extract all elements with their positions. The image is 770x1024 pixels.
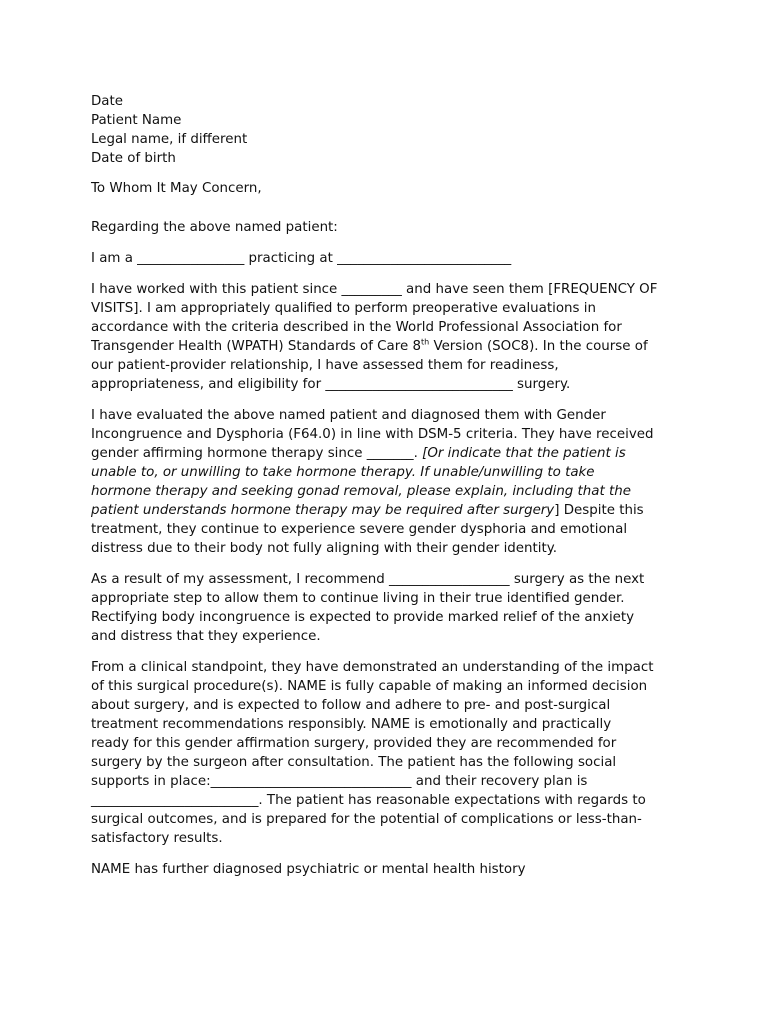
text-line: accordance with the criteria described in the World Professional Association for [91,320,622,335]
paragraph-recommendation [91,570,691,646]
text-line: ready for this gender affirmation surgery, provided they are recommended for [91,736,617,751]
text-line: _________________________. The patient has reasonable expectations with regards to [91,793,646,808]
text-line: appropriate step to allow them to continue living in their true identified gender. [91,591,625,606]
paragraph-diagnosis [91,406,691,558]
text-line: about surgery, and is expected to follow and adhere to pre- and post-surgical [91,698,611,713]
superscript-th: th [420,337,430,347]
text-line: our patient-provider relationship, I have assessed them for readiness, [91,358,559,373]
text-line: I have worked with this patient since _________ and have seen them [FREQUENCY OF [91,282,658,297]
text-line: As a result of my assessment, I recommend __________________ surgery as the next [91,572,645,587]
text-line: satisfactory results. [91,831,223,846]
letter-header [91,92,691,168]
text-line: hormone therapy and seeking gonad removal, please explain, including that the [91,484,631,499]
text-line: VISITS]. I am appropriately qualified to perform preoperative evaluations in [91,301,596,316]
text-line: of this surgical procedure(s). NAME is fully capable of making an informed decision [91,679,648,694]
italic-instruction: [Or indicate that the patient is [422,446,626,461]
text-line: and distress that they experience. [91,629,321,644]
text-line: gender affirming hormone therapy since _______. [Or indicate that the patient is [91,446,626,461]
paragraph-relationship [91,280,691,394]
text-line: unable to, or unwilling to take hormone therapy. If unable/unwilling to take [91,465,595,480]
date-of-birth-line: Date of birth [91,151,176,166]
text-line: surgery by the surgeon after consultation. The patient has the following social [91,755,617,770]
regarding-line: Regarding the above named patient: [91,220,338,235]
date-line: Date [91,94,124,109]
paragraph-clinical-standpoint [91,658,691,848]
text-line: From a clinical standpoint, they have demonstrated an understanding of the impact [91,660,654,675]
text-line: treatment recommendations responsibly. NAME is emotionally and practically [91,717,612,732]
text-line: patient understands hormone therapy may be required after surgery] Despite this [91,503,644,518]
text-line: Transgender Health (WPATH) Standards of Care 8th Version (SOC8). In the course of [91,337,648,354]
text-line: appropriateness, and eligibility for ____________________________ surgery. [91,377,571,392]
provider-line: I am a ________________ practicing at __________________________ [91,251,512,266]
legal-name-line: Legal name, if different [91,132,248,147]
text-line: surgical outcomes, and is prepared for the potential of complications or less-than- [91,812,642,827]
text-line: distress due to their body not fully aligning with their gender identity. [91,541,558,556]
text-line: Incongruence and Dysphoria (F64.0) in line with DSM-5 criteria. They have received [91,427,654,442]
text-line: treatment, they continue to experience severe gender dysphoria and emotional [91,522,628,537]
text-line: Rectifying body incongruence is expected to provide marked relief of the anxiety [91,610,635,625]
patient-name-line: Patient Name [91,113,182,128]
salutation: To Whom It May Concern, [91,181,262,196]
paragraph-mental-health: NAME has further diagnosed psychiatric or mental health history [91,862,526,877]
text-line: I have evaluated the above named patient and diagnosed them with Gender [91,408,606,423]
letter-page [91,92,691,879]
text-line: supports in place:______________________________ and their recovery plan is [91,774,588,789]
